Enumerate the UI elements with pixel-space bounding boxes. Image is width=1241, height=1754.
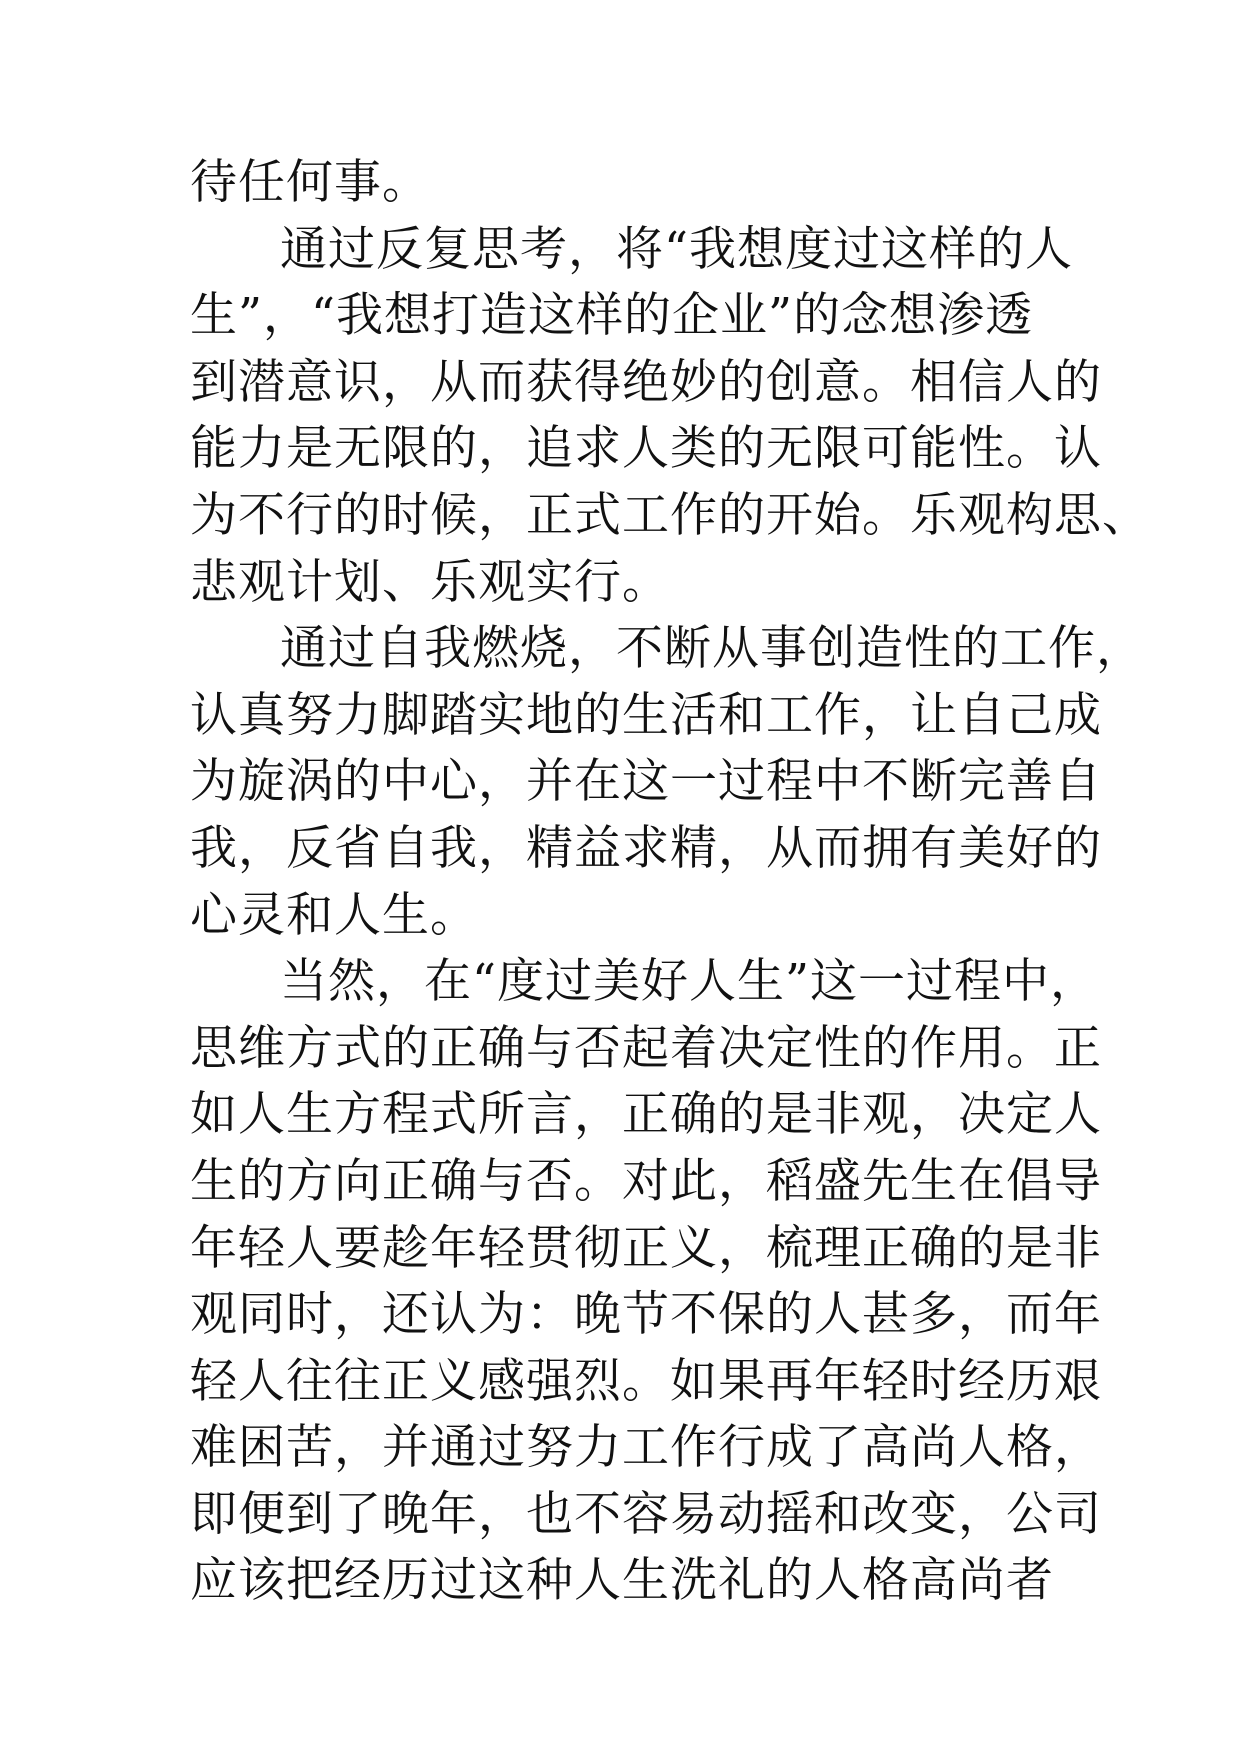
text-line: 悲观计划、乐观实行。 — [190, 554, 670, 610]
body-text — [190, 150, 1150, 1615]
text-line: 年轻人要趁年轻贯彻正义，梳理正确的是非 — [190, 1220, 1102, 1276]
text-line: 生的方向正确与否。对此，稻盛先生在倡导 — [190, 1153, 1102, 1209]
text-line: 认真努力脚踏实地的生活和工作，让自己成 — [190, 687, 1102, 743]
text-line: 到潜意识，从而获得绝妙的创意。相信人的 — [190, 354, 1102, 410]
text-line: 思维方式的正确与否起着决定性的作用。正 — [190, 1020, 1102, 1076]
text-line: 当然，在“度过美好人生”这一过程中， — [280, 954, 1099, 1010]
text-line: 我，反省自我，精益求精，从而拥有美好的 — [190, 820, 1102, 876]
text-line: 为不行的时候，正式工作的开始。乐观构思、 — [190, 487, 1150, 543]
text-line: 通过反复思考，将“我想度过这样的人 — [280, 221, 1074, 277]
text-line: 能力是无限的，追求人类的无限可能性。认 — [190, 421, 1102, 477]
text-line: 待任何事。 — [190, 155, 430, 210]
text-line: 难困苦，并通过努力工作行成了高尚人格， — [190, 1420, 1102, 1476]
text-line: 轻人往往正义感强烈。如果再年轻时经历艰 — [190, 1353, 1102, 1409]
text-line: 观同时，还认为：晚节不保的人甚多，而年 — [190, 1287, 1102, 1343]
text-line: 通过自我燃烧，不断从事创造性的工作， — [280, 621, 1144, 677]
text-line: 心灵和人生。 — [190, 887, 478, 943]
text-line: 应该把经历过这种人生洗礼的人格高尚者 — [190, 1553, 1054, 1609]
text-line: 为旋涡的中心，并在这一过程中不断完善自 — [190, 754, 1102, 810]
text-line: 即便到了晚年，也不容易动摇和改变，公司 — [190, 1486, 1102, 1542]
text-line: 生”，“我想打造这样的企业”的念想渗透 — [190, 288, 1034, 344]
text-line: 如人生方程式所言，正确的是非观，决定人 — [190, 1087, 1102, 1143]
